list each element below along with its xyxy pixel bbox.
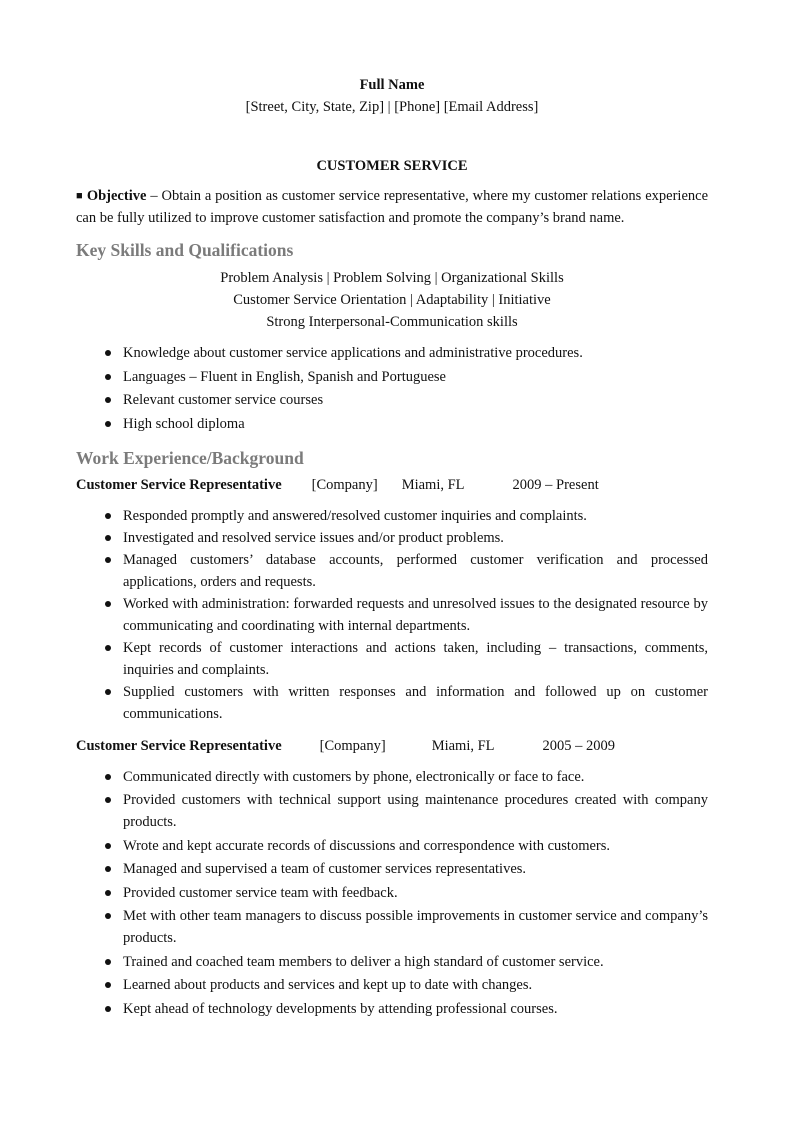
list-item: Languages – Fluent in English, Spanish and Portuguese — [76, 366, 708, 388]
skills-line: Strong Interpersonal-Communication skills — [266, 314, 518, 330]
list-item: Wrote and kept accurate records of discussions and correspondence with customers. — [76, 835, 708, 857]
list-item: Kept ahead of technology developments by attending professional courses. — [76, 998, 708, 1020]
job-company: [Company] — [319, 737, 386, 754]
list-item: Investigated and resolved service issues and/or product problems. — [76, 527, 708, 549]
job-location: Miami, FL — [401, 476, 465, 493]
work-heading: Work Experience/Background — [76, 447, 304, 468]
list-item: Responded promptly and answered/resolved customer inquiries and complaints. — [76, 505, 708, 527]
skills-list — [76, 342, 708, 435]
job-header — [76, 474, 708, 496]
job-company: [Company] — [311, 476, 378, 493]
skills-line: Problem Analysis | Problem Solving | Organizational Skills — [220, 270, 564, 286]
job-duties-list — [76, 505, 708, 725]
list-item: High school diploma — [76, 413, 708, 435]
list-item: Communicated directly with customers by phone, electronically or face to face. — [76, 766, 708, 788]
list-item: Knowledge about customer service applications and administrative procedures. — [76, 342, 708, 364]
job-role: Customer Service Representative — [76, 476, 282, 493]
list-item: Met with other team managers to discuss possible improvements in customer service and company’s products. — [76, 905, 708, 949]
list-item: Managed customers’ database accounts, performed customer verification and processed applications, orders and requests. — [76, 549, 708, 593]
list-item: Kept records of customer interactions and actions taken, including – transactions, comments, inquiries and complaints. — [76, 637, 708, 681]
resume-page — [76, 0, 708, 1021]
list-item: Relevant customer service courses — [76, 389, 708, 411]
list-item: Supplied customers with written responses and information and followed up on customer communications. — [76, 681, 708, 725]
objective-label: Objective — [86, 188, 147, 204]
list-item: Learned about products and services and kept up to date with changes. — [76, 974, 708, 996]
full-name: Full Name — [359, 77, 425, 93]
objective-paragraph — [76, 185, 708, 229]
list-item: Trained and coached team members to deliver a high standard of customer service. — [76, 951, 708, 973]
resume-title: CUSTOMER SERVICE — [316, 158, 468, 174]
list-item: Managed and supervised a team of customer services representatives. — [76, 858, 708, 880]
list-item: Provided customers with technical support using maintenance procedures created with company products. — [76, 789, 708, 833]
list-item: Provided customer service team with feedback. — [76, 882, 708, 904]
contact-line: [Street, City, State, Zip] | [Phone] [Email Address] — [245, 99, 539, 115]
objective-text: – Obtain a position as customer service representative, where my customer relations experience can be fully utilized to improve customer satisfaction and promote the company’s brand name. — [76, 188, 709, 226]
job-header — [76, 735, 708, 757]
job-duties-list — [76, 766, 708, 1020]
skills-summary — [76, 267, 708, 333]
job-role: Customer Service Representative — [76, 737, 282, 754]
square-bullet-icon: ■ — [76, 190, 83, 202]
job-dates: 2009 – Present — [512, 476, 599, 493]
skills-heading: Key Skills and Qualifications — [76, 240, 294, 260]
job-location: Miami, FL — [431, 737, 495, 754]
job-dates: 2005 – 2009 — [542, 737, 616, 754]
list-item: Worked with administration: forwarded requests and unresolved issues to the designated resource by communicating and coordinating with internal departments. — [76, 593, 708, 637]
skills-line: Customer Service Orientation | Adaptability | Initiative — [233, 292, 551, 308]
